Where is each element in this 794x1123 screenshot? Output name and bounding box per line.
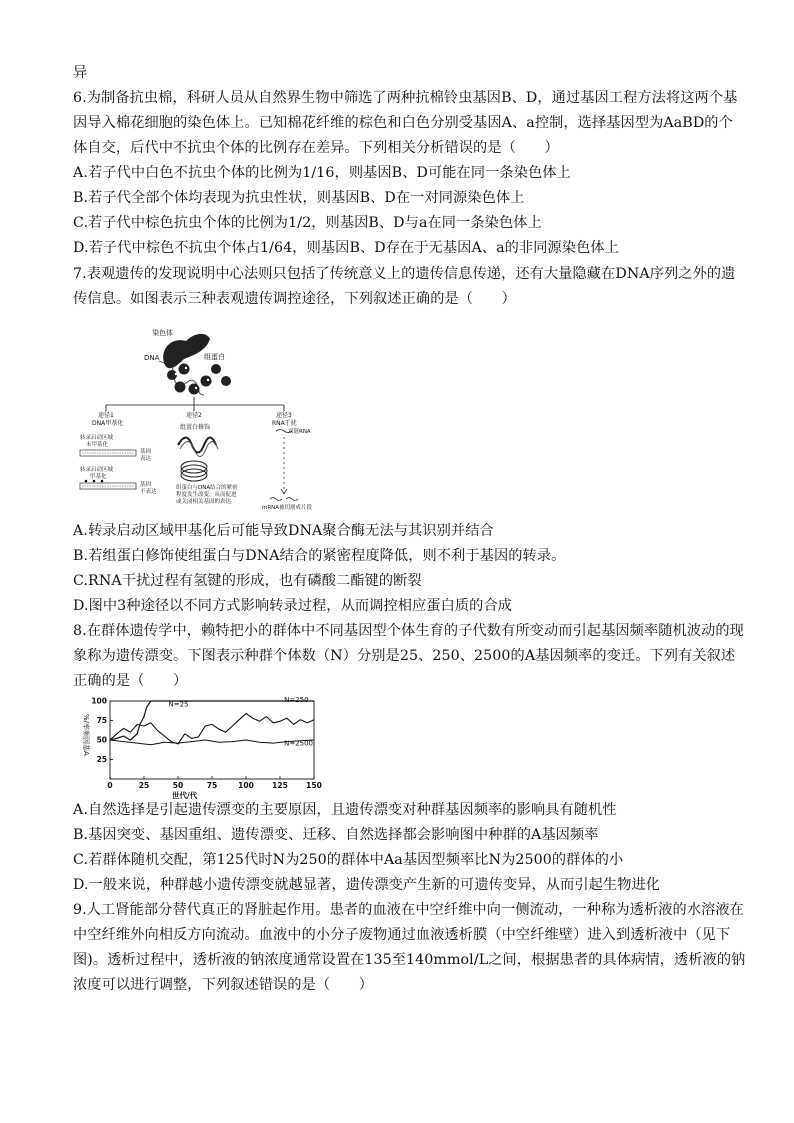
nucleosome-coil <box>181 461 207 481</box>
question-7-option-a: A.转录启动区域甲基化后可能导致DNA聚合酶无法与其识别并结合 <box>73 523 494 539</box>
histone-note-line1: 组蛋白与DNA结合的紧密 <box>176 485 238 491</box>
chromosome-label: 染色体 <box>152 329 173 337</box>
path2-subtitle: 组蛋白修饰 <box>180 424 211 431</box>
histone-label: 组蛋白 <box>204 353 225 361</box>
epigenetics-diagram <box>76 323 336 513</box>
histone-modification-coils <box>178 438 218 457</box>
x-tick-label: 150 <box>306 781 322 790</box>
path2-title: 途径2 <box>186 412 202 419</box>
x-tick-label: 125 <box>272 781 288 790</box>
methylated-label: 转录启动区域 <box>80 467 114 473</box>
path1-subtitle: DNA甲基化 <box>92 420 124 427</box>
question-7-option-d: D.图中3种途径以不同方式影响转录过程，从而调控相应蛋白质的合成 <box>73 598 513 614</box>
y-tick-label: 50 <box>96 735 107 745</box>
question-8-option-d: D.一般来说，种群越小遗传漂变就越显著，遗传漂变产生新的可遗传变异，从而引起生物进化 <box>73 877 661 893</box>
series-label: N=2500 <box>284 739 314 748</box>
question-7-stem: 7.表观遗传的发现说明中心法则只包括了传统意义上的遗传信息传递，还有大量隐藏在DNA序列之外的遗 <box>73 266 736 282</box>
no-expression-label: 基因 <box>140 482 152 488</box>
question-8-option-b: B.基因突变、基因重组、遗传漂变、迁移、自然选择都会影响图中种群的A基因频率 <box>73 827 599 843</box>
x-tick-label: 75 <box>206 781 218 790</box>
series-label: N=250 <box>284 695 309 704</box>
x-tick-label: 0 <box>107 781 113 790</box>
y-tick-label: 25 <box>96 755 107 764</box>
question-6-option-d: D.若子代中棕色不抗虫个体占1/64，则基因B、D存在于无基因A、a的非同源染色体上 <box>73 240 619 256</box>
text-line: 异 <box>73 65 88 81</box>
y-axis-label: %/率频因基A <box>82 714 90 756</box>
path3-subtitle: RNA干扰 <box>272 420 297 427</box>
nucleosome-beads <box>167 364 231 395</box>
x-axis-label: 世代/代 <box>172 791 198 799</box>
histone-note-line3: 或关闭相关基因的表达 <box>176 499 232 505</box>
y-tick-label: 100 <box>91 696 107 706</box>
question-8-stem: 象称为遗传漂变。下图表示种群个体数（N）分别是25、250、2500的A基因频率的变迁。下列有关叙述 <box>73 648 736 664</box>
question-6-stem: 因导入棉花细胞的染色体上。已知棉花纤维的棕色和白色分别受基因A、a控制，选择基因型为AaBD的个 <box>73 115 733 131</box>
question-9-stem: 图)。透析过程中，透析液的钠浓度通常设置在135至140mmol/L之间，根据患者的具体病情，透析液的钠 <box>73 952 746 968</box>
path3-title: 途径3 <box>276 412 292 419</box>
x-tick-label: 50 <box>172 781 184 790</box>
histone-note-line2: 程度发生改变，从而促进 <box>176 492 237 498</box>
series-line-n-25 <box>110 701 314 740</box>
no-expression-label-2: 不表达 <box>140 489 157 495</box>
mrna-fragments <box>270 498 298 501</box>
mrna-cut-label: mRNA被切割成片段 <box>262 505 313 511</box>
chromosome-shape <box>163 334 210 368</box>
question-6-option-b: B.若子代全部个体均表现为抗虫性状，则基因B、D在一对同源染色体上 <box>73 190 525 206</box>
gene-expression-label: 基因 <box>140 449 152 455</box>
question-9-stem: 中空纤维外向相反方向流动。血液中的小分子废物通过血液透析膜（中空纤维壁）进入到透析液中（见下 <box>73 927 731 943</box>
genetic-drift-chart <box>74 693 334 799</box>
unmethylated-label: 转录启动区域 <box>80 435 114 441</box>
x-tick-label: 25 <box>138 781 150 790</box>
question-7-stem: 传信息。如图表示三种表观遗传调控途径，下列叙述正确的是（ ） <box>73 291 516 307</box>
unmethylated-label-2: 未甲基化 <box>86 442 109 448</box>
series-label: N=25 <box>168 700 189 709</box>
y-tick-label: 75 <box>96 716 107 725</box>
path1-title: 途径1 <box>98 412 114 419</box>
question-8-stem: 8.在群体遗传学中，赖特把小的群体中不同基因型个体生育的子代数有所变动而引起基因频率随机波动的现 <box>73 623 744 639</box>
x-tick-label: 100 <box>238 781 254 790</box>
methylated-label-2: 甲基化 <box>90 474 107 480</box>
question-7-option-c: C.RNA干扰过程有氢键的形成，也有磷酸二酯键的断裂 <box>73 573 422 589</box>
question-8-option-a: A.自然选择是引起遗传漂变的主要原因，且遗传漂变对种群基因频率的影响具有随机性 <box>73 802 617 818</box>
question-6-stem: 体自交，后代中不抗虫个体的比例存在差异。下列相关分析错误的是（ ） <box>73 140 559 156</box>
question-9-stem: 9.人工肾能部分替代真正的肾脏起作用。患者的血液在中空纤维中向一侧流动，一种称为透析液的水溶液在 <box>73 902 744 918</box>
question-8-stem: 正确的是（ ） <box>73 673 188 689</box>
question-7-option-b: B.若组蛋白修饰使组蛋白与DNA结合的紧密程度降低，则不利于基因的转录。 <box>73 548 566 564</box>
question-8-option-c: C.若群体随机交配，第125代时N为250的群体中Aa基因型频率比N为2500的群体的小 <box>73 852 624 868</box>
gene-expression-label-2: 表达 <box>140 456 152 462</box>
dna-label: DNA <box>144 354 160 362</box>
dsrna-label: 双链RNA <box>288 429 311 435</box>
question-6-option-c: C.若子代中棕色抗虫个体的比例为1/2，则基因B、D与a在同一条染色体上 <box>73 215 542 231</box>
question-9-stem: 浓度可以进行调整，下列叙述错误的是（ ） <box>73 977 374 993</box>
question-6-option-a: A.若子代中白色不抗虫个体的比例为1/16，则基因B、D可能在同一条染色体上 <box>73 165 571 181</box>
question-6-stem: 6.为制备抗虫棉，科研人员从自然界生物中筛选了两种抗棉铃虫基因B、D，通过基因工程方法将这两个基 <box>73 90 738 106</box>
